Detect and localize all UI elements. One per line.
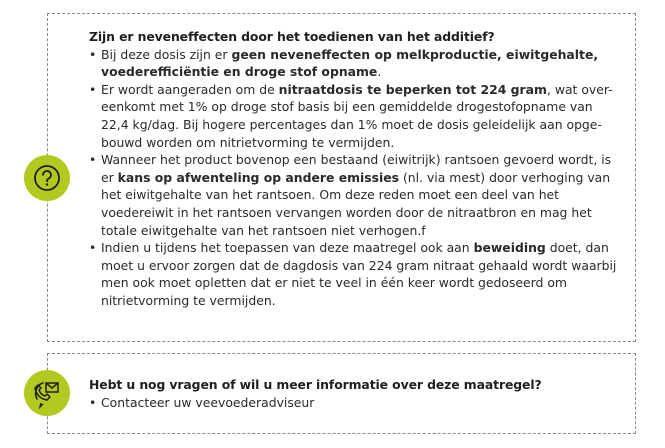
phone-mail-icon	[24, 370, 70, 416]
faq-content	[89, 28, 619, 310]
contact-bullet: • Contacteer uw veevoederadviseur	[89, 394, 619, 412]
faq-bullet	[89, 81, 619, 151]
text: (nl. via mest) door verhoging van het eiwitgehalte van het rantsoen. Om deze reden moet een deel van het voedereiwit in het rantsoen vervangen worden door de nitraatbron en mag het totale eiwitgehalte van het rantsoen niet verhogen.f	[101, 169, 611, 238]
contact-question: Hebt u nog vragen of wil u meer informatie over deze maatregel?	[89, 377, 542, 392]
text: .	[377, 64, 382, 80]
bold-text: geen neveneffecten op melkproductie, eiwitgehalte, voederefficiëntie en droge stof opname	[101, 46, 599, 80]
bold-text: kans op afwenteling op andere emissies	[117, 169, 400, 185]
faq-bullet	[89, 46, 619, 81]
question-mark-icon	[24, 155, 70, 201]
text: Bij deze dosis zijn er	[101, 46, 232, 62]
faq-question: Zijn er neveneffecten door het toedienen van het additief?	[89, 29, 495, 44]
text: doet, dan moet u ervoor zorgen dat de dagdosis van 224 gram nitraat gehaald wordt waarbij men ook moet opletten dat er niet te veel in één keer wordt gedoseerd om nitrietvorming te vermijden.	[101, 240, 617, 308]
bold-text: nitraatdosis te beperken tot 224 gram	[278, 81, 547, 97]
faq-bullet	[89, 151, 619, 239]
faq-bullet	[89, 239, 619, 309]
bold-text: beweiding	[473, 240, 546, 256]
text: , wat over-eenkomt met 1% op droge stof basis bij een gemiddelde drogestofopname van 22,4 kg/dag. Bij hogere percentages dan 1% moet de dosis geleidelijk aan opge-bouwd worden om nitrietvorming te vermijden.	[101, 81, 613, 150]
text: Wanneer het product bovenop een bestaand (eiwitrijk) rantsoen gevoerd wordt, is er	[101, 152, 612, 185]
text: Er wordt aangeraden om de	[101, 81, 279, 97]
faq-bullet-list	[89, 46, 619, 310]
contact-content	[89, 376, 619, 411]
text: Indien u tijdens het toepassen van deze maatregel ook aan	[101, 240, 474, 256]
contact-bullet-list	[89, 394, 619, 412]
